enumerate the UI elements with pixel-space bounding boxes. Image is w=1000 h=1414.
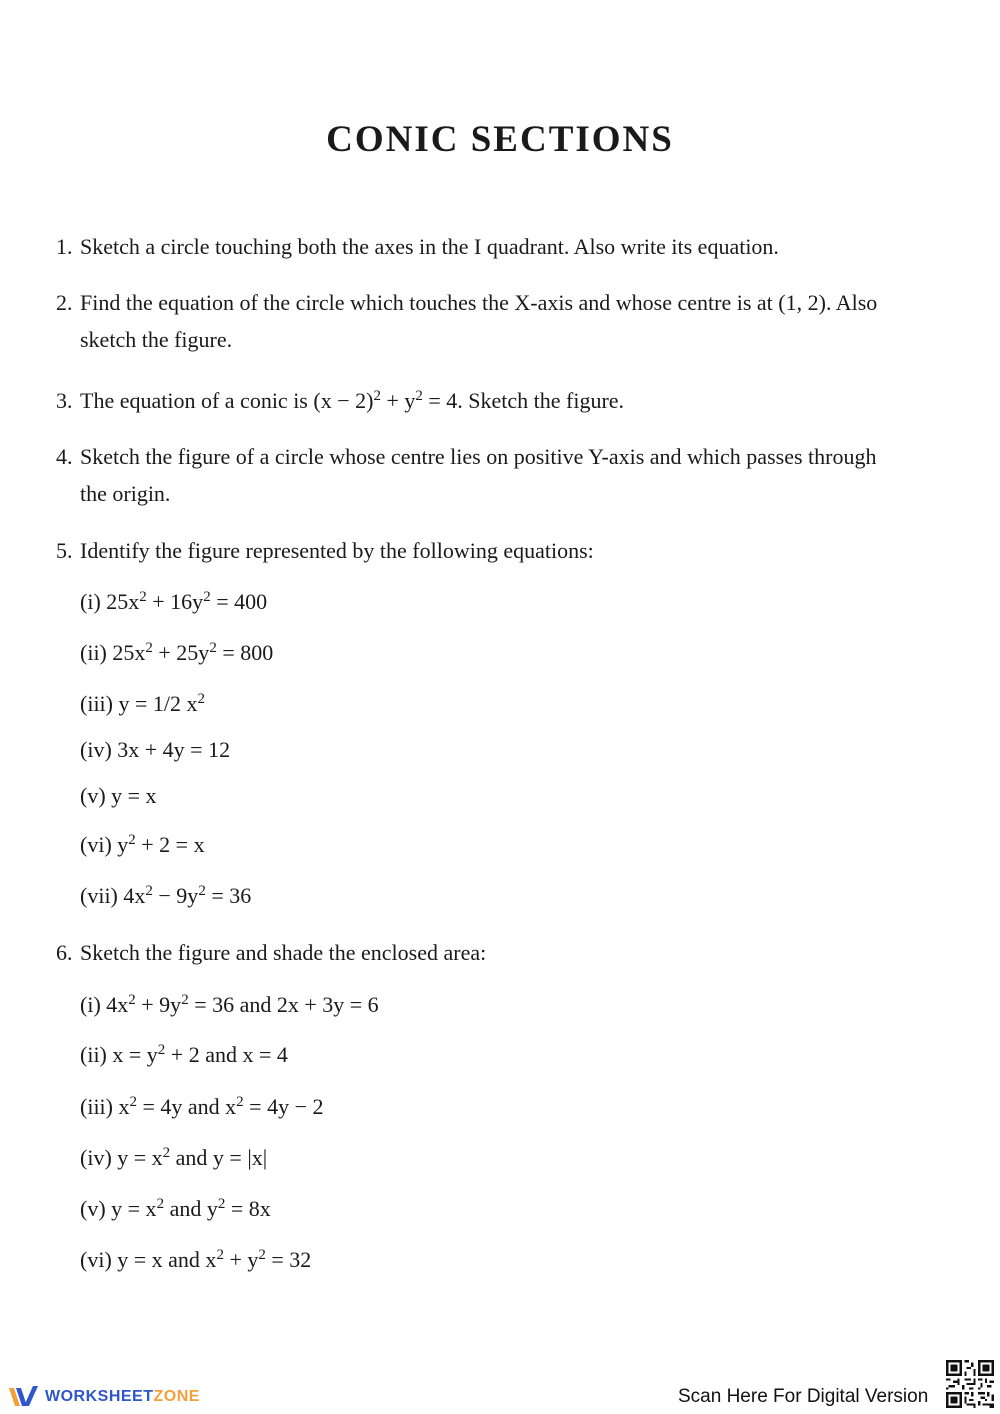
- question-text: Sketch the figure and shade the enclosed area:: [80, 940, 487, 965]
- question-5: [56, 532, 936, 569]
- question-number: 2.: [56, 290, 73, 315]
- question-text-continued: the origin.: [80, 481, 171, 506]
- q5-item-iv: (iv) 3x + 4y = 12: [80, 737, 231, 762]
- question-text: Sketch a circle touching both the axes in the I quadrant. Also write its equation.: [80, 234, 779, 259]
- q5-item-iii: (iii) y = 1/2 $x^2$: [80, 691, 206, 716]
- logo-text: WORKSHEETZONE: [45, 1388, 200, 1405]
- q5-item-vii: (vii) $4x^2 - 9y^2 = 36$: [80, 883, 252, 908]
- q5-item-i: (i) $25x^2 + 16y^2 = 400$: [80, 589, 268, 614]
- worksheetzone-logo[interactable]: [7, 1383, 200, 1411]
- question-number: 3.: [56, 388, 73, 413]
- question-text: Find the equation of the circle which touches the X-axis and whose centre is at (1, 2). Also: [80, 290, 878, 315]
- question-3: [56, 382, 936, 419]
- question-text: The equation of a conic is $(x - 2)^2 + y^2 = 4$. Sketch the figure.: [80, 388, 625, 413]
- question-number: 6.: [56, 940, 73, 965]
- page-title: CONIC SECTIONS: [326, 119, 674, 160]
- logo-mark-icon: [7, 1384, 41, 1410]
- question-number: 5.: [56, 538, 73, 563]
- question-2: [56, 284, 936, 358]
- scan-label: Scan Here For Digital Version: [678, 1386, 929, 1407]
- question-text: Identify the figure represented by the following equations:: [80, 538, 594, 563]
- q5-item-ii: (ii) $25x^2 + 25y^2 = 800$: [80, 640, 274, 665]
- question-number: 1.: [56, 234, 73, 259]
- qr-code-icon[interactable]: [946, 1360, 994, 1408]
- q6-item-i: (i) $4x^2 + 9y^2 = 36$ and 2x + 3y = 6: [80, 992, 379, 1017]
- q6-item-ii: (ii) $x = y^2 + 2$ and x = 4: [80, 1042, 288, 1067]
- q5-item-v: (v) y = x: [80, 783, 157, 808]
- question-text: Sketch the figure of a circle whose centre lies on positive Y-axis and which passes through: [80, 444, 877, 469]
- q5-item-vi: (vi) $y^2 + 2 = x$: [80, 832, 205, 857]
- question-text-continued: sketch the figure.: [80, 327, 233, 352]
- question-1: [56, 228, 936, 265]
- question-6: [56, 934, 936, 971]
- q6-item-vi: (vi) y = x and $x^2 + y^2 = 32$: [80, 1247, 312, 1272]
- q6-item-v: (v) $y = x^2$ and $y^2 = 8x$: [80, 1196, 271, 1221]
- question-4: [56, 438, 936, 512]
- question-number: 4.: [56, 444, 73, 469]
- q6-item-iv: (iv) $y = x^2$ and y = |x|: [80, 1145, 268, 1170]
- q6-item-iii: (iii) $x^2 = 4y$ and $x^2 = 4y - 2$: [80, 1094, 324, 1119]
